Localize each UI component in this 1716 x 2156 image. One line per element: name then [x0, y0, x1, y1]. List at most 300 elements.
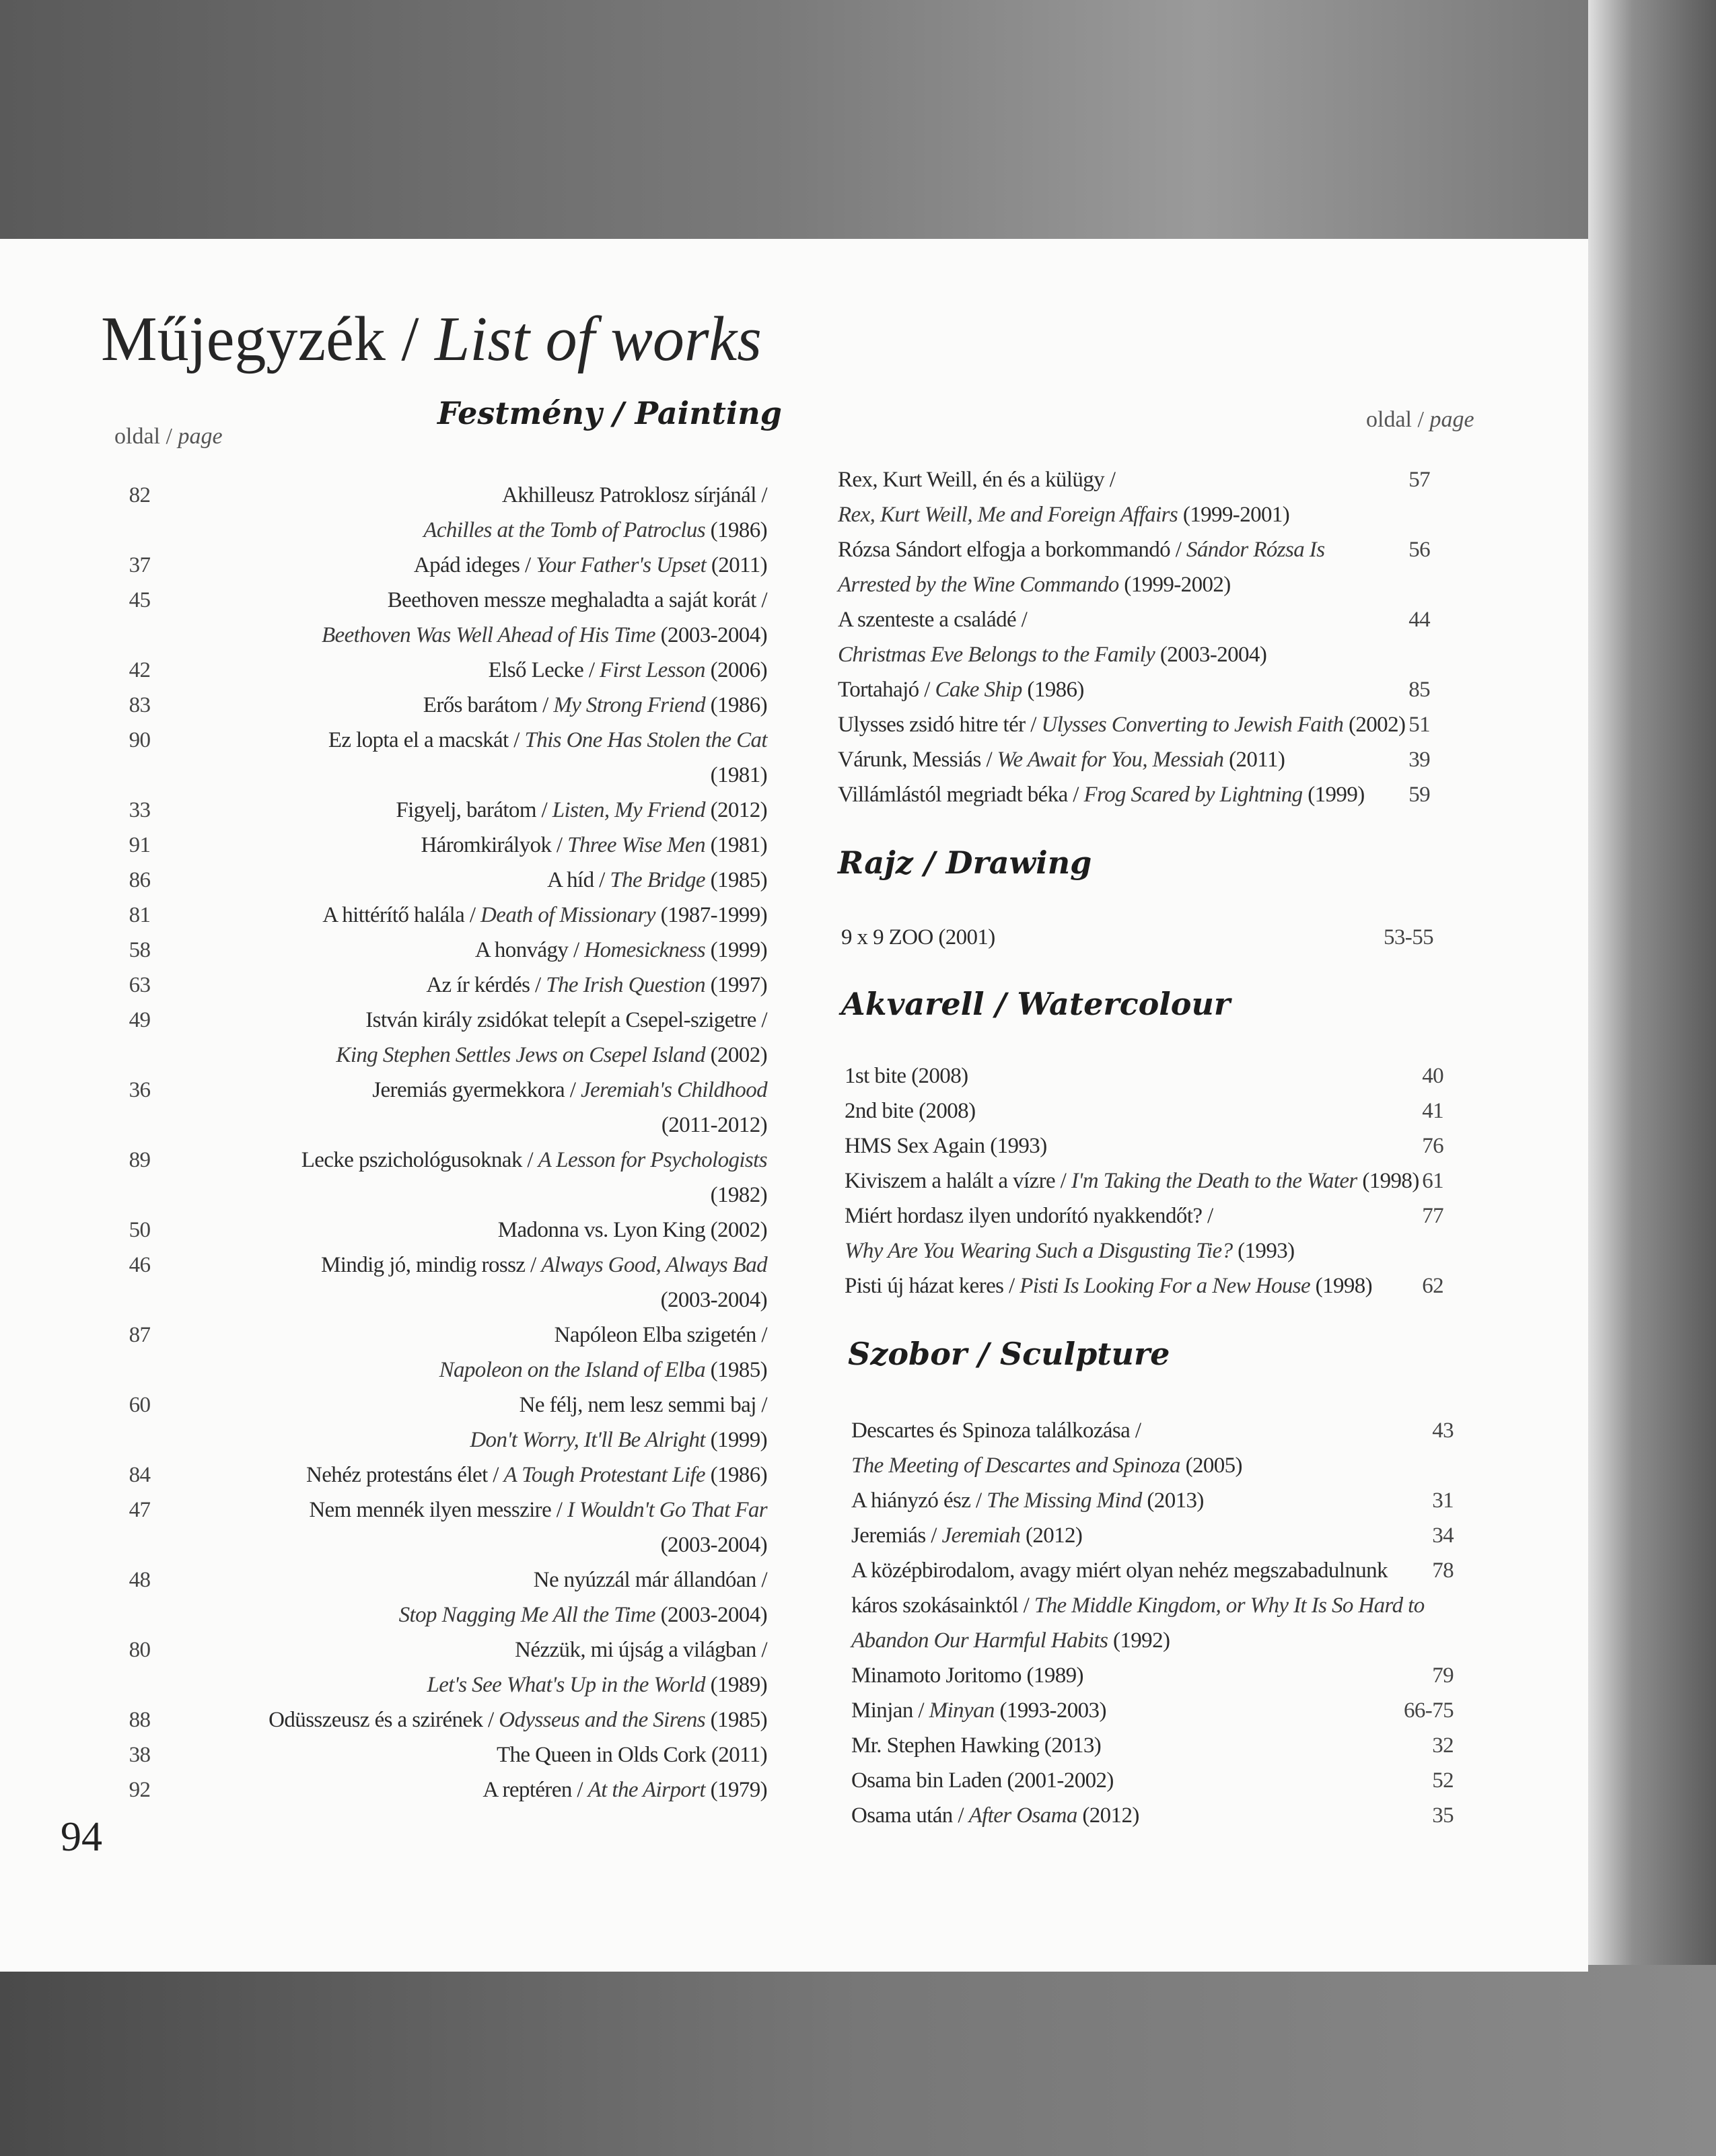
page-column-header-en: page: [1429, 407, 1474, 432]
entry-line: [101, 1597, 767, 1632]
list-item: [101, 968, 767, 1003]
page-column-header-en: page: [178, 424, 223, 449]
title-en: Stop Nagging Me All the Time: [398, 1603, 655, 1627]
list-item: [845, 1198, 1443, 1268]
page-ref: 42: [129, 658, 151, 682]
page-column-header-sep: /: [159, 424, 178, 449]
year: (2003-2004): [1155, 643, 1267, 667]
title-hu: A hiányzó ész /: [851, 1488, 987, 1513]
title-hu: Jeremiás gyermekkora /: [372, 1078, 581, 1102]
year: (1985): [705, 1708, 767, 1732]
entry-line: [101, 513, 767, 548]
year: (2008): [913, 1099, 976, 1123]
year: (2006): [705, 658, 767, 682]
entry-line: [101, 1073, 767, 1108]
page-ref: 36: [129, 1078, 151, 1102]
list-item: [851, 1763, 1454, 1798]
entry-line: [101, 863, 767, 898]
list-item: [101, 1737, 767, 1772]
year: (1981): [710, 763, 767, 787]
year: (2003-2004): [655, 623, 767, 647]
title-en: Why Are You Wearing Such a Disgusting Tie?: [845, 1239, 1233, 1263]
list-item: [838, 777, 1430, 812]
year: (2005): [1180, 1453, 1242, 1478]
title-hu: HMS Sex Again: [845, 1134, 985, 1158]
entry-line: [838, 602, 1430, 637]
list-item: [101, 1493, 767, 1562]
year: (2003-2004): [660, 1533, 767, 1557]
entry-line: [101, 1772, 767, 1807]
title-hu: Villámlástól megriadt béka /: [838, 783, 1084, 807]
entry-line: [845, 1233, 1443, 1268]
year: (1992): [1108, 1628, 1170, 1653]
title-en: Christmas Eve Belongs to the Family: [838, 643, 1155, 667]
year: (1999-2002): [1118, 573, 1231, 597]
title-hu: Ulysses zsidó hitre tér /: [838, 713, 1042, 737]
year: (1989): [705, 1673, 767, 1697]
title-en: Jeremiah: [941, 1523, 1021, 1548]
page-column-header-sep: /: [1411, 407, 1430, 432]
page-ref: 49: [129, 1008, 151, 1032]
entry-line: [838, 497, 1430, 532]
title-hu: Odüsszeusz és a szirének /: [269, 1708, 499, 1732]
title-en: Rex, Kurt Weill, Me and Foreign Affairs: [838, 503, 1178, 527]
year: (2001): [933, 925, 995, 949]
list-item: [845, 1268, 1443, 1303]
list-item: [851, 1693, 1454, 1728]
title-hu: Első Lecke /: [488, 658, 600, 682]
title-hu: Madonna vs. Lyon King: [497, 1218, 705, 1242]
page-ref: 61: [1422, 1169, 1443, 1193]
page-ref: 86: [129, 868, 151, 892]
year: (1999): [1302, 783, 1365, 807]
painting-list-continued: [838, 462, 1430, 812]
entry-line: [101, 1667, 767, 1702]
year: (1987-1999): [655, 903, 767, 927]
title-hu: Akhilleusz Patroklosz sírjánál /: [501, 483, 767, 507]
entry-line: [101, 1178, 767, 1213]
entry-line: [838, 462, 1430, 497]
page-ref: 62: [1422, 1274, 1443, 1298]
page-ref: 59: [1408, 783, 1430, 807]
title-en: The Middle Kingdom, or Why It Is So Hard to: [1034, 1593, 1425, 1618]
year: (2008): [906, 1064, 968, 1088]
page-ref: 48: [129, 1568, 151, 1592]
page-ref: 91: [129, 833, 151, 857]
year: (1981): [705, 833, 767, 857]
entry-line: [851, 1588, 1454, 1623]
title-hu: The Queen in Olds Cork: [496, 1743, 707, 1767]
year: (1999-2001): [1178, 503, 1290, 527]
list-item: [101, 828, 767, 863]
title-hu: Várunk, Messiás /: [838, 748, 997, 772]
entry-line: [101, 933, 767, 968]
title-en: King Stephen Settles Jews on Csepel Island: [336, 1043, 705, 1067]
title-en: The Bridge: [610, 868, 705, 892]
page-ref: 81: [129, 903, 151, 927]
list-item: [851, 1413, 1454, 1483]
page-ref: 87: [129, 1323, 151, 1347]
entry-line: [101, 1632, 767, 1667]
entry-line: [101, 1318, 767, 1353]
page-ref: 83: [129, 693, 151, 717]
title-en: After Osama: [968, 1803, 1077, 1828]
year: (2013): [1141, 1488, 1204, 1513]
list-item: [845, 1128, 1443, 1163]
title-en: Always Good, Always Bad: [541, 1253, 767, 1277]
section-title-painting: Festmény / Painting: [437, 395, 782, 431]
page-ref: 60: [129, 1393, 151, 1417]
list-item: [838, 742, 1430, 777]
scan-page-edge-right: [1588, 0, 1716, 2156]
year: (2011): [1223, 748, 1285, 772]
year: (1993-2003): [994, 1698, 1106, 1723]
entry-line: [101, 1493, 767, 1528]
page-ref: 37: [129, 553, 151, 577]
list-item: [838, 462, 1430, 532]
title-en: Listen, My Friend: [552, 798, 705, 822]
entry-line: [101, 1003, 767, 1038]
list-item: [841, 920, 1433, 955]
page-ref: 52: [1432, 1768, 1454, 1793]
entry-line: [101, 758, 767, 793]
list-item: [101, 1562, 767, 1632]
entry-line: [101, 723, 767, 758]
entry-line: [841, 920, 1433, 955]
year: (1986): [1022, 678, 1084, 702]
title-en: The Missing Mind: [987, 1488, 1142, 1513]
entry-line: [838, 672, 1430, 707]
title-en: Frog Scared by Lightning: [1083, 783, 1303, 807]
title-en: I Wouldn't Go That Far: [567, 1498, 767, 1522]
entry-line: [845, 1058, 1443, 1093]
entry-line: [845, 1268, 1443, 1303]
list-item: [851, 1483, 1454, 1518]
list-item: [101, 1003, 767, 1073]
title-hu: Mindig jó, mindig rossz /: [321, 1253, 542, 1277]
list-item: [101, 1458, 767, 1493]
year: (2012): [705, 798, 767, 822]
entry-line: [851, 1483, 1454, 1518]
title-hu: káros szokásainktól /: [851, 1593, 1034, 1618]
year: (2002): [1343, 713, 1406, 737]
list-item: [845, 1163, 1443, 1198]
entry-line: [851, 1728, 1454, 1763]
list-item: [838, 707, 1430, 742]
page-ref: 57: [1408, 468, 1430, 492]
entry-line: [851, 1518, 1454, 1553]
page-ref: 31: [1432, 1488, 1454, 1513]
list-item: [101, 723, 767, 793]
page-ref: 77: [1422, 1204, 1443, 1228]
year: (1993): [1232, 1239, 1295, 1263]
year: (2003-2004): [655, 1603, 767, 1627]
title-hu: Erős barátom /: [423, 693, 554, 717]
page-ref: 82: [129, 483, 151, 507]
entry-line: [101, 1562, 767, 1597]
year: (1986): [705, 518, 767, 542]
list-item: [101, 793, 767, 828]
title-hu: István király zsidókat telepít a Csepel-szigetre /: [365, 1008, 767, 1032]
entry-line: [101, 1283, 767, 1318]
entry-line: [851, 1553, 1454, 1588]
list-item: [101, 548, 767, 583]
page-ref: 85: [1408, 678, 1430, 702]
entry-line: [851, 1623, 1454, 1658]
entry-line: [851, 1658, 1454, 1693]
section-title-sculpture: Szobor / Sculpture: [848, 1336, 1170, 1372]
year: (2011): [706, 553, 767, 577]
title-hu: Apád ideges /: [413, 553, 536, 577]
year: (1999): [705, 938, 767, 962]
entry-line: [838, 637, 1430, 672]
title-hu: A honvágy /: [474, 938, 585, 962]
list-item: [101, 898, 767, 933]
title-hu: Pisti új házat keres /: [845, 1274, 1020, 1298]
entry-line: [851, 1448, 1454, 1483]
page-column-header-left: [114, 424, 223, 450]
title-hu: Minjan /: [851, 1698, 929, 1723]
title-en: Napoleon on the Island of Elba: [439, 1358, 705, 1382]
title-hu: Rózsa Sándort elfogja a borkommandó /: [838, 538, 1186, 562]
title-hu: Ne félj, nem lesz semmi baj /: [519, 1393, 767, 1417]
year: (1985): [705, 868, 767, 892]
year: (2012): [1020, 1523, 1083, 1548]
page-ref: 46: [129, 1253, 151, 1277]
list-item: [101, 583, 767, 653]
entry-line: [101, 1423, 767, 1458]
year: (2003-2004): [660, 1288, 767, 1312]
page-title-hu: Műjegyzék: [101, 304, 386, 374]
drawing-list: [841, 920, 1433, 955]
title-en: Cake Ship: [935, 678, 1022, 702]
year: (1998): [1357, 1169, 1419, 1193]
list-item: [101, 1248, 767, 1318]
title-en: Sándor Rózsa Is: [1186, 538, 1325, 562]
section-title-drawing: Rajz / Drawing: [838, 845, 1092, 881]
title-hu: Descartes és Spinoza találkozása /: [851, 1418, 1141, 1443]
year: (2011-2012): [661, 1113, 767, 1137]
page-column-header-hu: oldal: [114, 424, 160, 449]
title-hu: Nem mennék ilyen messzire /: [309, 1498, 567, 1522]
page-title-separator: /: [385, 304, 435, 374]
title-hu: Jeremiás /: [851, 1523, 942, 1548]
entry-line: [101, 618, 767, 653]
page-ref: 33: [129, 798, 151, 822]
page-ref: 63: [129, 973, 151, 997]
title-en: Three Wise Men: [567, 833, 705, 857]
year: (2011): [706, 1743, 767, 1767]
title-hu: 9 x 9 ZOO: [841, 925, 933, 949]
title-en: Ulysses Converting to Jewish Faith: [1041, 713, 1344, 737]
title-en: Achilles at the Tomb of Patroclus: [423, 518, 705, 542]
page-ref: 66-75: [1404, 1698, 1454, 1723]
year: (1982): [710, 1183, 767, 1207]
list-item: [101, 1772, 767, 1807]
list-item: [101, 653, 767, 688]
title-en: Don't Worry, It'll Be Alright: [470, 1428, 705, 1452]
page-ref: 58: [129, 938, 151, 962]
entry-line: [101, 548, 767, 583]
section-title-watercolour: Akvarell / Watercolour: [841, 986, 1231, 1022]
page-ref: 34: [1432, 1523, 1454, 1548]
year: (1997): [705, 973, 767, 997]
page-ref: 51: [1408, 713, 1430, 737]
page-number: 94: [61, 1814, 102, 1860]
title-hu: 2nd bite: [845, 1099, 914, 1123]
list-item: [851, 1518, 1454, 1553]
title-en: I'm Taking the Death to the Water: [1071, 1169, 1357, 1193]
title-hu: Kiviszem a halált a vízre /: [845, 1169, 1071, 1193]
list-item: [101, 1632, 767, 1702]
entry-line: [101, 1737, 767, 1772]
list-item: [101, 478, 767, 548]
title-hu: Ne nyúzzál már állandóan /: [533, 1568, 767, 1592]
page-ref: 89: [129, 1148, 151, 1172]
page-ref: 44: [1408, 608, 1430, 632]
page-ref: 90: [129, 728, 151, 752]
entry-line: [101, 898, 767, 933]
title-hu: Az ír kérdés /: [426, 973, 546, 997]
list-item: [851, 1798, 1454, 1833]
list-item: [101, 688, 767, 723]
year: (2002): [705, 1218, 767, 1242]
title-en: Beethoven Was Well Ahead of His Time: [322, 623, 655, 647]
page-ref: 79: [1432, 1663, 1454, 1688]
page-ref: 50: [129, 1218, 151, 1242]
entry-line: [101, 1458, 767, 1493]
title-hu: Háromkirályok /: [421, 833, 568, 857]
entry-line: [838, 742, 1430, 777]
watercolour-list: [845, 1058, 1443, 1303]
list-item: [845, 1058, 1443, 1093]
list-item: [851, 1553, 1454, 1658]
scan-background-bottom: [0, 1965, 1716, 2156]
list-item: [101, 1073, 767, 1143]
entry-line: [101, 1038, 767, 1073]
page-ref: 41: [1422, 1099, 1443, 1123]
list-item: [838, 672, 1430, 707]
year: (2001-2002): [1001, 1768, 1114, 1793]
book-page: [0, 239, 1588, 1972]
list-item: [838, 602, 1430, 672]
page-ref: 76: [1422, 1134, 1443, 1158]
title-en: Abandon Our Harmful Habits: [851, 1628, 1108, 1653]
title-hu: Nézzük, mi újság a világban /: [515, 1638, 767, 1662]
title-en: Minyan: [929, 1698, 995, 1723]
title-en: Pisti Is Looking For a New House: [1020, 1274, 1311, 1298]
entry-line: [838, 707, 1430, 742]
title-en: A Lesson for Psychologists: [538, 1148, 767, 1172]
page-ref: 53-55: [1384, 925, 1433, 949]
title-hu: Miért hordasz ilyen undorító nyakkendőt? /: [845, 1204, 1213, 1228]
entry-line: [101, 1388, 767, 1423]
title-en: Death of Missionary: [480, 903, 655, 927]
title-hu: A középbirodalom, avagy miért olyan nehéz megszabadulnunk: [851, 1558, 1388, 1583]
scan-background-top: [0, 0, 1716, 256]
year: (1979): [705, 1778, 767, 1802]
entry-line: [101, 1353, 767, 1388]
page-ref: 32: [1432, 1733, 1454, 1758]
page-ref: 78: [1432, 1558, 1454, 1583]
page-column-header-right: [1366, 407, 1474, 433]
entry-line: [851, 1693, 1454, 1728]
entry-line: [845, 1198, 1443, 1233]
entry-line: [101, 793, 767, 828]
year: (1985): [705, 1358, 767, 1382]
entry-line: [101, 583, 767, 618]
entry-line: [101, 1108, 767, 1143]
title-hu: Rex, Kurt Weill, én és a külügy /: [838, 468, 1116, 492]
sculpture-list: [851, 1413, 1454, 1833]
year: (1993): [985, 1134, 1047, 1158]
title-hu: Minamoto Joritomo: [851, 1663, 1022, 1688]
list-item: [845, 1093, 1443, 1128]
year: (1986): [705, 1463, 767, 1487]
list-item: [838, 532, 1430, 602]
page-ref: 88: [129, 1708, 151, 1732]
title-en: A Tough Protestant Life: [503, 1463, 705, 1487]
page-ref: 56: [1408, 538, 1430, 562]
title-en: My Strong Friend: [553, 693, 705, 717]
title-en: At the Airport: [587, 1778, 705, 1802]
entry-line: [845, 1163, 1443, 1198]
page-ref: 38: [129, 1743, 151, 1767]
title-en: Arrested by the Wine Commando: [838, 573, 1119, 597]
page-ref: 43: [1432, 1418, 1454, 1443]
title-hu: Ez lopta el a macskát /: [328, 728, 525, 752]
page-ref: 84: [129, 1463, 151, 1487]
entry-line: [101, 1702, 767, 1737]
year: (2012): [1077, 1803, 1139, 1828]
page-title-en: List of works: [435, 304, 762, 374]
title-hu: Beethoven messze meghaladta a saját korát /: [387, 588, 767, 612]
entry-line: [101, 1143, 767, 1178]
painting-list: [101, 478, 767, 1807]
page-column-header-hu: oldal: [1366, 407, 1412, 432]
entry-line: [838, 532, 1430, 567]
entry-line: [851, 1798, 1454, 1833]
title-hu: Osama után /: [851, 1803, 969, 1828]
list-item: [101, 1702, 767, 1737]
page-ref: 47: [129, 1498, 151, 1522]
page-ref: 40: [1422, 1064, 1443, 1088]
title-hu: Lecke pszichológusoknak /: [301, 1148, 538, 1172]
page-ref: 45: [129, 588, 151, 612]
title-en: Odysseus and the Sirens: [499, 1708, 705, 1732]
year: (1989): [1021, 1663, 1083, 1688]
entry-line: [845, 1093, 1443, 1128]
title-hu: Figyelj, barátom /: [396, 798, 552, 822]
title-en: Jeremiah's Childhood: [580, 1078, 767, 1102]
page-ref: 80: [129, 1638, 151, 1662]
list-item: [101, 933, 767, 968]
year: (1998): [1310, 1274, 1373, 1298]
title-hu: A reptéren /: [482, 1778, 588, 1802]
title-hu: 1st bite: [845, 1064, 906, 1088]
year: (2002): [705, 1043, 767, 1067]
title-en: We Await for You, Messiah: [997, 748, 1224, 772]
entry-line: [851, 1413, 1454, 1448]
title-en: The Meeting of Descartes and Spinoza: [851, 1453, 1180, 1478]
title-en: The Irish Question: [546, 973, 705, 997]
title-hu: A híd /: [547, 868, 610, 892]
entry-line: [838, 567, 1430, 602]
entry-line: [101, 1528, 767, 1562]
entry-line: [851, 1763, 1454, 1798]
entry-line: [101, 1248, 767, 1283]
list-item: [101, 863, 767, 898]
